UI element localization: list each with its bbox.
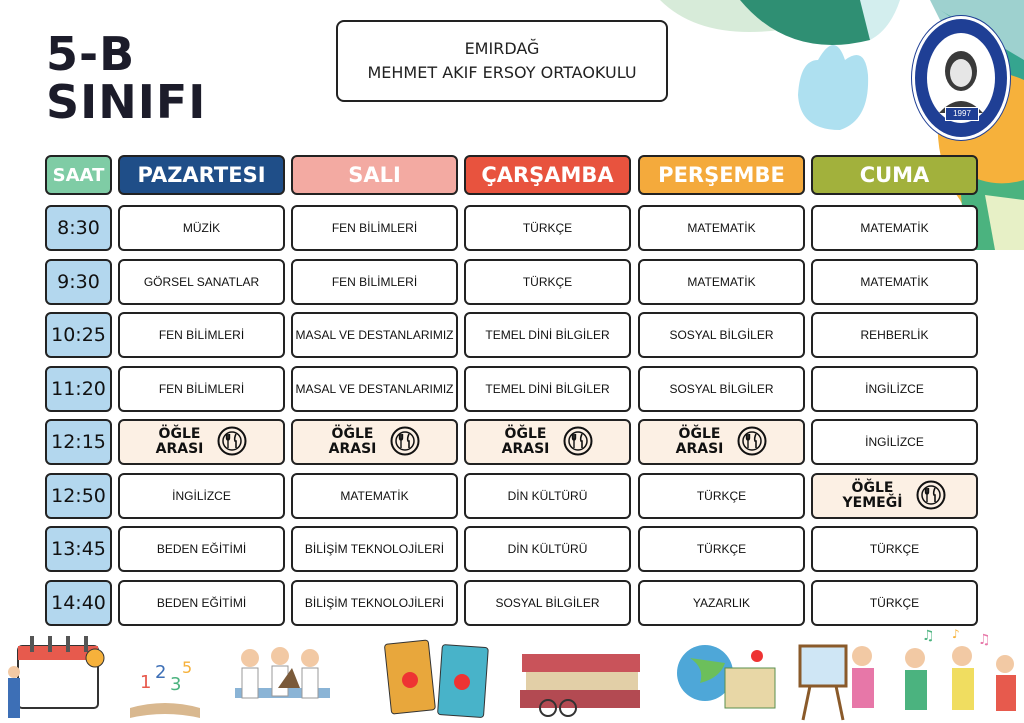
header-day-label: ÇARŞAMBA [481,163,614,187]
calendar-icon [8,636,104,718]
svg-text:3: 3 [170,674,182,695]
plate-fork-knife-icon [217,426,247,459]
lesson-cell: SOSYAL BİLGİLER [638,366,805,412]
svg-text:2: 2 [155,662,167,683]
music-kids-icon [905,628,1016,711]
lesson-cell: DİN KÜLTÜRÜ [464,473,631,519]
header-day-wednesday [464,155,631,195]
lesson-cell: FEN BİLİMLERİ [118,366,285,412]
header-day-thursday [638,155,805,195]
time-slot: 14:40 [45,580,112,626]
lesson-cell: TÜRKÇE [464,259,631,305]
history-literature-books-icon [520,654,640,716]
lesson-cell: TEMEL DİNİ BİLGİLER [464,312,631,358]
turkish-books-icon [384,640,488,718]
lesson-cell: MATEMATİK [291,473,458,519]
svg-text:5: 5 [182,658,193,677]
lesson-cell: TEMEL DİNİ BİLGİLER [464,366,631,412]
time-slot: 12:50 [45,473,112,519]
svg-text:♪: ♪ [952,628,960,641]
break-label: ÖĞLE [851,480,894,496]
lesson-cell: MATEMATİK [811,205,978,251]
break-cell [118,419,285,465]
break-label: ARASI [155,441,204,457]
lesson-cell: MATEMATİK [638,259,805,305]
plate-fork-knife-icon [390,426,420,459]
lesson-cell: MÜZİK [118,205,285,251]
lesson-cell: BEDEN EĞİTİMİ [118,526,285,572]
break-label: ÖĞLE [678,426,721,442]
lesson-cell: DİN KÜLTÜRÜ [464,526,631,572]
break-cell [291,419,458,465]
header-day-label: CUMA [859,163,930,187]
lesson-cell: TÜRKÇE [464,205,631,251]
lesson-cell: GÖRSEL SANATLAR [118,259,285,305]
time-slot: 11:20 [45,366,112,412]
lesson-cell: MATEMATİK [638,205,805,251]
break-label: ÖĞLE [158,426,201,442]
logo-year: 1997 [945,107,979,121]
school-name-box [336,20,668,102]
painting-kid-icon [800,646,874,720]
break-label: ÖĞLE [504,426,547,442]
break-label: ARASI [501,441,550,457]
header-day-label: PAZARTESI [137,163,266,187]
lesson-cell: FEN BİLİMLERİ [291,205,458,251]
science-kids-icon [235,647,330,698]
lesson-cell: SOSYAL BİLGİLER [464,580,631,626]
break-label: YEMEĞİ [842,495,903,511]
class-title-line-1: 5-B [46,27,136,81]
break-cell [811,473,978,519]
globe-map-icon [677,645,775,708]
lesson-cell: REHBERLİK [811,312,978,358]
header-time-label: SAAT [52,164,105,186]
svg-text:1: 1 [140,672,152,693]
lesson-cell: TÜRKÇE [811,580,978,626]
break-cell [464,419,631,465]
break-cell [638,419,805,465]
time-slot: 9:30 [45,259,112,305]
school-logo [912,16,1010,140]
break-label: ARASI [675,441,724,457]
time-slot: 10:25 [45,312,112,358]
lesson-cell: MATEMATİK [811,259,978,305]
lesson-cell: FEN BİLİMLERİ [291,259,458,305]
lesson-cell: BİLİŞİM TEKNOLOJİLERİ [291,580,458,626]
plate-fork-knife-icon [737,426,767,459]
lesson-cell: SOSYAL BİLGİLER [638,312,805,358]
header-time [45,155,112,195]
lesson-cell: YAZARLIK [638,580,805,626]
class-title [46,27,207,129]
svg-text:♫: ♫ [978,632,991,648]
time-slot: 13:45 [45,526,112,572]
break-label: ÖĞLE [331,426,374,442]
lesson-cell: MASAL VE DESTANLARIMIZ [291,312,458,358]
school-town: EMIRDAĞ [464,39,540,58]
plate-fork-knife-icon [916,480,946,513]
header-day-label: PERŞEMBE [658,163,785,187]
time-slot: 12:15 [45,419,112,465]
lesson-cell: TÜRKÇE [638,473,805,519]
header-day-friday [811,155,978,195]
lesson-cell: BİLİŞİM TEKNOLOJİLERİ [291,526,458,572]
lesson-cell: İNGİLİZCE [118,473,285,519]
lesson-cell: FEN BİLİMLERİ [118,312,285,358]
break-label: ARASI [328,441,377,457]
numbers-book-icon [130,658,200,718]
lesson-cell: MASAL VE DESTANLARIMIZ [291,366,458,412]
class-title-line-2: SINIFI [46,75,207,129]
lesson-cell: BEDEN EĞİTİMİ [118,580,285,626]
lesson-cell: İNGİLİZCE [811,366,978,412]
bottom-illustrations [0,628,1024,723]
svg-text:♫: ♫ [922,628,935,644]
header-day-label: SALI [348,163,401,187]
lesson-cell: TÜRKÇE [638,526,805,572]
header-day-monday [118,155,285,195]
lesson-cell: İNGİLİZCE [811,419,978,465]
school-name: MEHMET AKIF ERSOY ORTAOKULU [367,63,637,82]
lesson-cell: TÜRKÇE [811,526,978,572]
header-day-tuesday [291,155,458,195]
plate-fork-knife-icon [563,426,593,459]
time-slot: 8:30 [45,205,112,251]
